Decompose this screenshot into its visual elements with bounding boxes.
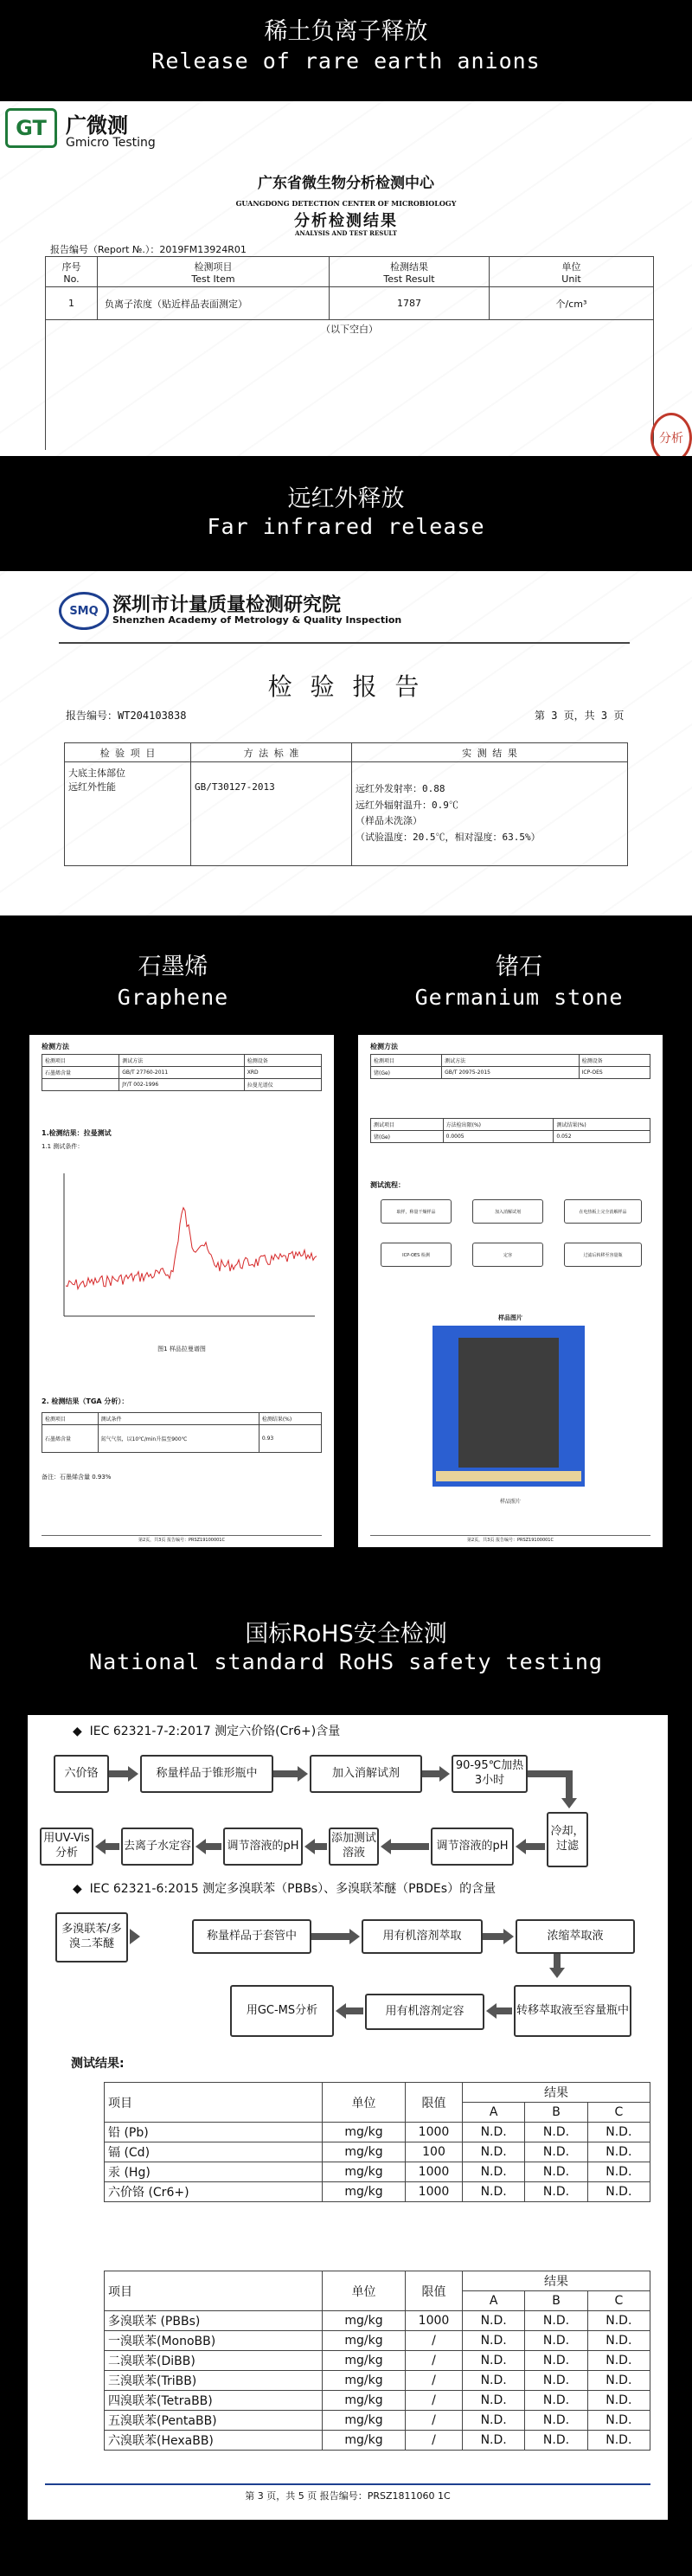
section-title-cn: 国标RoHS安全检测	[245, 1621, 447, 1648]
value-cell: 1000	[406, 2162, 463, 2182]
doc-footer: 第 3 页，共 5 页 报告编号：PRSZ1811060 1C	[245, 2490, 451, 2502]
value-cell: N.D.	[525, 2391, 587, 2411]
row-no: 1	[46, 287, 98, 320]
flow-step: 调节溶液的pH	[223, 1828, 303, 1866]
section-heading: 2. 检测结果（TGA 分析）：	[42, 1397, 129, 1405]
doc-footer: 第2页，共3页 报告编号：PRSZ19100001C	[467, 1538, 554, 1543]
value-cell: N.D.	[463, 2371, 525, 2391]
value-cell: N.D.	[463, 2142, 525, 2162]
value-cell: N.D.	[463, 2182, 525, 2202]
value-cell: N.D.	[525, 2142, 587, 2162]
procedure-1-title: ◆ IEC 62321-7-2:2017 测定六价铬(Cr6+)含量	[73, 1725, 341, 1738]
flow-step: 用有机溶剂萃取	[362, 1919, 483, 1954]
value-cell: N.D.	[463, 2391, 525, 2411]
value-cell: N.D.	[525, 2162, 587, 2182]
flow-step: 取样，称量干燥样品	[381, 1199, 452, 1224]
figure-caption: 图1 样品拉曼谱图	[157, 1346, 206, 1352]
value-cell: mg/kg	[323, 2331, 406, 2351]
section-title-cn: 远红外释放	[287, 485, 405, 512]
brominated-table: 项目 单位 限值 结果 A B C 多溴联苯 (PBBs) mg/kg 1000 N.D. N.D. N.D. 一溴联苯(MonoBB) mg/kg / N.D. N.D. N.D. 二溴联苯(DiBB) mg/kg / N.D. N.D. N.D. 三溴联苯(TriBB) mg/kg / N.D. N.D. N.D. 四溴联苯(TetraBB) mg/kg / N.D. N.D. N.D. 五溴联苯(PentaBB) mg/kg / N.D. N.D. N.D. 六溴联苯(HexaBB) mg/kg / N.D. N.D. N.D.	[104, 2271, 650, 2451]
section-title-cn: 石墨烯	[138, 954, 208, 980]
flow-step: 称量样品于套管中	[192, 1919, 311, 1954]
flow-step: 称量样品于锥形瓶中	[140, 1755, 273, 1793]
section-title-en: Far infrared release	[207, 514, 485, 539]
analyte-cell: 六价铬 (Cr6+)	[105, 2182, 323, 2202]
analyte-cell: 六溴联苯(HexaBB)	[105, 2431, 323, 2451]
report-title: 检 验 报 告	[267, 672, 425, 701]
value-cell: N.D.	[587, 2311, 650, 2331]
flow-step: 在电热板上完全消解样品	[564, 1199, 642, 1224]
table-row	[105, 2123, 650, 2142]
red-stamp: 分析	[650, 413, 692, 456]
anion-report	[0, 101, 692, 456]
analyte-cell: 镉 (Cd)	[105, 2142, 323, 2162]
section-title-en: National standard RoHS safety testing	[89, 1649, 603, 1674]
value-cell: 1000	[406, 2123, 463, 2142]
logo-en: Gmicro Testing	[66, 136, 156, 150]
org-name-cn: 广东省微生物分析检测中心	[258, 175, 434, 192]
value-cell: N.D.	[525, 2182, 587, 2202]
ruler	[436, 1471, 581, 1481]
sample-photo	[432, 1326, 585, 1487]
value-cell: N.D.	[525, 2331, 587, 2351]
flow-step: 浓缩萃取液	[516, 1919, 635, 1954]
org-name-en: Shenzhen Academy of Metrology & Quality Inspection	[112, 614, 402, 626]
flow-step: 转移萃取液至容量瓶中	[514, 1985, 631, 2037]
value-cell: N.D.	[525, 2123, 587, 2142]
value-cell: 100	[406, 2142, 463, 2162]
flow-step: 用有机溶剂定容	[365, 1994, 484, 2030]
section-title-en: Graphene	[117, 985, 229, 1010]
value-cell: N.D.	[463, 2162, 525, 2182]
value-cell: N.D.	[463, 2311, 525, 2331]
results-label: 测试结果:	[71, 2057, 125, 2071]
flow-step: 加入消解试剂	[310, 1755, 422, 1793]
row-unit: 个/cm³	[490, 287, 654, 320]
analyte-cell: 汞 (Hg)	[105, 2162, 323, 2182]
procedure-2-title: ◆ IEC 62321-6:2015 测定多溴联苯（PBBs）、多溴联苯醚（PBDEs）的含量	[73, 1882, 497, 1896]
value-cell: N.D.	[525, 2311, 587, 2331]
page-number: 第 3 页，共 3 页	[535, 710, 625, 722]
value-cell: mg/kg	[323, 2162, 406, 2182]
analyte-cell: 三溴联苯(TriBB)	[105, 2371, 323, 2391]
table-row	[105, 2331, 650, 2351]
value-cell: N.D.	[463, 2123, 525, 2142]
flow-step: 调节溶液的pH	[431, 1828, 514, 1866]
report-number: 报告编号：WT204103838	[66, 710, 187, 722]
flow-step: ICP-OES 检测	[381, 1243, 452, 1267]
section-heading: 1.检测结果：拉曼测试	[42, 1129, 112, 1137]
germanium-report	[358, 1035, 663, 1547]
value-cell: /	[406, 2391, 463, 2411]
report-title-cn: 分析检测结果	[294, 212, 398, 230]
germanium-result-table: 测试项目 方法检出限(%) 测试结果(%) 锗(Ge) 0.0005 0.052	[370, 1118, 650, 1143]
logo-cn: 广微测	[66, 113, 128, 138]
value-cell: mg/kg	[323, 2431, 406, 2451]
value-cell: N.D.	[587, 2123, 650, 2142]
gmicro-logo-icon: GT	[5, 108, 57, 148]
value-cell: N.D.	[463, 2411, 525, 2431]
table-row	[105, 2142, 650, 2162]
method-table: 检测项目 测试方法 检测设备 石墨烯含量 GB/T 27760-2011 XRD JY/T 002-1996 拉曼光谱仪	[42, 1054, 322, 1091]
value-cell: N.D.	[587, 2331, 650, 2351]
raman-series-line	[66, 1208, 317, 1289]
doc-heading: 检测方法	[370, 1043, 398, 1050]
flow-step: 多溴联苯/多溴二苯醚	[55, 1912, 128, 1963]
value-cell: N.D.	[587, 2431, 650, 2451]
value-cell: /	[406, 2431, 463, 2451]
analyte-cell: 多溴联苯 (PBBs)	[105, 2311, 323, 2331]
flow-step: 添加测试溶液	[329, 1828, 379, 1866]
analyte-cell: 一溴联苯(MonoBB)	[105, 2331, 323, 2351]
report-number: 报告编号（Report №.）：2019FM13924R01	[50, 244, 247, 255]
value-cell: 1000	[406, 2311, 463, 2331]
method-table: 检测项目 测试方法 检测设备 锗(Ge) GB/T 20975-2015 ICP-OES	[370, 1054, 650, 1079]
heavy-metals-table: 项目 单位 限值 结果 A B C 铅 (Pb) mg/kg 1000 N.D. N.D. N.D. 镉 (Cd) mg/kg 100 N.D. N.D. N.D. 汞 (Hg) mg/kg 1000 N.D. N.D. N.D. 六价铬 (Cr6+) mg/kg 1000 N.D. N.D. N.D.	[104, 2082, 650, 2202]
table-row	[105, 2311, 650, 2331]
far-infrared-report	[0, 571, 692, 915]
row-result: 1787	[330, 287, 490, 320]
value-cell: N.D.	[463, 2431, 525, 2451]
flow-step: 用GC-MS分析	[230, 1985, 334, 2037]
flow-step: 过滤后转移至容量瓶	[564, 1243, 642, 1267]
sample-swatch	[458, 1338, 559, 1468]
tga-table: 检测项目 测试条件 检测结果(%) 石墨烯含量 氮气气氛，以10℃/min升温至900℃ 0.93	[42, 1412, 322, 1453]
infrared-result-table: 检 验 项 目 方 法 标 准 实 测 结 果 大底主体部位 远红外性能 GB/T30127-2013 远红外发射率：0.88 远红外辐射温升：0.9℃ （样品未洗涤） （试验温度：20.5℃，相对湿度：63.5%）	[64, 742, 628, 866]
table-row	[105, 2391, 650, 2411]
blank-note: （以下空白）	[46, 320, 654, 450]
table-row	[105, 2371, 650, 2391]
flow-step: 冷却，过滤	[547, 1812, 588, 1867]
photo-heading: 样品图片	[498, 1314, 522, 1321]
row-item: 负离子浓度（贴近样品表面测定）	[98, 287, 330, 320]
value-cell: mg/kg	[323, 2123, 406, 2142]
value-cell: N.D.	[525, 2411, 587, 2431]
analyte-cell: 铅 (Pb)	[105, 2123, 323, 2142]
report-title-en: ANALYSIS AND TEST RESULT	[294, 229, 397, 237]
flow-step: 加入消解试剂	[472, 1199, 543, 1224]
value-cell: /	[406, 2371, 463, 2391]
value-cell: N.D.	[587, 2391, 650, 2411]
value-cell: 1000	[406, 2182, 463, 2202]
section-title-en: Release of rare earth anions	[151, 48, 541, 74]
value-cell: /	[406, 2411, 463, 2431]
header-divider	[59, 642, 630, 644]
value-cell: /	[406, 2331, 463, 2351]
note-text: 备注：石墨烯含量 0.93%	[42, 1474, 112, 1481]
value-cell: N.D.	[587, 2371, 650, 2391]
flow-step: 定容	[472, 1243, 543, 1267]
analyte-cell: 四溴联苯(TetraBB)	[105, 2391, 323, 2411]
rohs-report	[28, 1715, 668, 2520]
value-cell: /	[406, 2351, 463, 2371]
value-cell: N.D.	[587, 2351, 650, 2371]
value-cell: N.D.	[525, 2351, 587, 2371]
org-name-en: GUANGDONG DETECTION CENTER OF MICROBIOLOGY	[235, 199, 457, 208]
flow-step: 六价铬	[54, 1755, 109, 1793]
value-cell: N.D.	[587, 2411, 650, 2431]
flow-heading: 测试流程：	[370, 1181, 405, 1189]
flow-step: 用UV-Vis分析	[40, 1828, 93, 1866]
anion-result-table: 序号 No. 检测项目 Test Item 检测结果 Test Result 单位 Unit 1 负离子浓度（贴近样品表面测定） 1787 个/cm³ （以下空白）	[45, 256, 654, 450]
table-row	[105, 2351, 650, 2371]
value-cell: N.D.	[463, 2351, 525, 2371]
value-cell: N.D.	[525, 2431, 587, 2451]
value-cell: N.D.	[587, 2182, 650, 2202]
section-title-cn: 稀土负离子释放	[264, 18, 428, 45]
value-cell: mg/kg	[323, 2371, 406, 2391]
value-cell: mg/kg	[323, 2391, 406, 2411]
flow-step: 去离子水定容	[121, 1828, 194, 1866]
org-name-cn: 深圳市计量质量检测研究院	[112, 594, 342, 616]
flow-step: 90-95℃加热3小时	[452, 1755, 528, 1793]
value-cell: mg/kg	[323, 2182, 406, 2202]
section-title-cn: 锗石	[496, 954, 542, 980]
value-cell: mg/kg	[323, 2142, 406, 2162]
table-row	[105, 2162, 650, 2182]
value-cell: mg/kg	[323, 2351, 406, 2371]
table-row	[105, 2411, 650, 2431]
value-cell: mg/kg	[323, 2411, 406, 2431]
smq-logo-icon: SMQ	[59, 592, 109, 630]
section-title-en: Germanium stone	[414, 985, 624, 1010]
section-subheading: 1.1 测试条件：	[42, 1143, 84, 1150]
value-cell: mg/kg	[323, 2311, 406, 2331]
raman-spectrum-chart	[47, 1165, 324, 1338]
doc-heading: 检测方法	[42, 1043, 69, 1050]
analyte-cell: 五溴联苯(PentaBB)	[105, 2411, 323, 2431]
graphene-report	[29, 1035, 334, 1547]
photo-caption: 样品照片	[499, 1499, 521, 1505]
analyte-cell: 二溴联苯(DiBB)	[105, 2351, 323, 2371]
value-cell: N.D.	[587, 2162, 650, 2182]
value-cell: N.D.	[525, 2371, 587, 2391]
doc-footer: 第2页，共3页 报告编号：PRSZ19100001C	[138, 1538, 225, 1543]
table-row	[105, 2431, 650, 2451]
value-cell: N.D.	[587, 2142, 650, 2162]
value-cell: N.D.	[463, 2331, 525, 2351]
table-row	[105, 2182, 650, 2202]
